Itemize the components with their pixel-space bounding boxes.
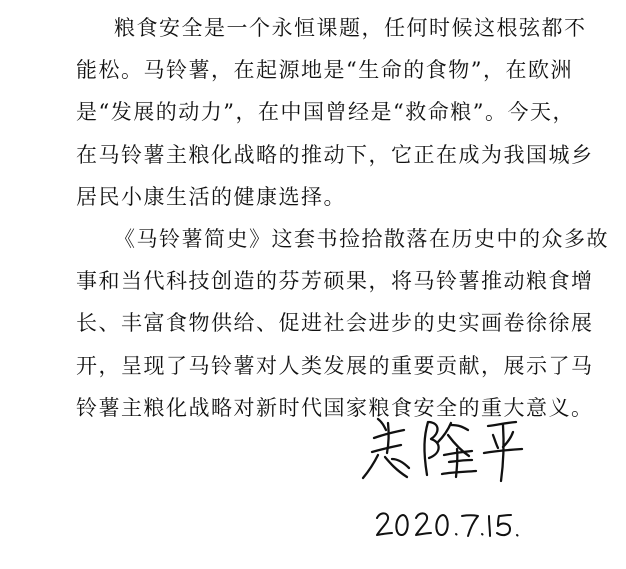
paragraph-2-line-5: 铃薯主粮化战略对新时代国家粮食安全的重大意义。 [76,396,594,420]
handwritten-signature [356,405,526,485]
paragraph-1-line-1: 粮食安全是一个永恒课题，任何时候这根弦都不 [114,16,587,40]
paragraph-2-line-3: 长、丰富食物供给、促进社会进步的史实画卷徐徐展 [76,311,594,335]
paragraph-2-line-2: 事和当代科技创造的芬芳硕果，将马铃薯推动粮食增 [76,269,594,293]
paragraph-1-line-4: 在马铃薯主粮化战略的推动下，它正在成为我国城乡 [76,143,594,167]
paragraph-1-line-5: 居民小康生活的健康选择。 [76,185,346,209]
paragraph-1-line-3: 是“发展的动力”，在中国曾经是“救命粮”。今天， [76,100,575,124]
paragraph-1-line-2: 能松。马铃薯，在起源地是“生命的食物”，在欧洲 [76,58,573,82]
paragraph-2-line-4: 开，呈现了马铃薯对人类发展的重要贡献，展示了马 [76,354,594,378]
paragraph-2-line-1: 《马铃薯简史》这套书捡拾散落在历史中的众多故 [114,227,609,251]
handwritten-date [372,505,522,545]
